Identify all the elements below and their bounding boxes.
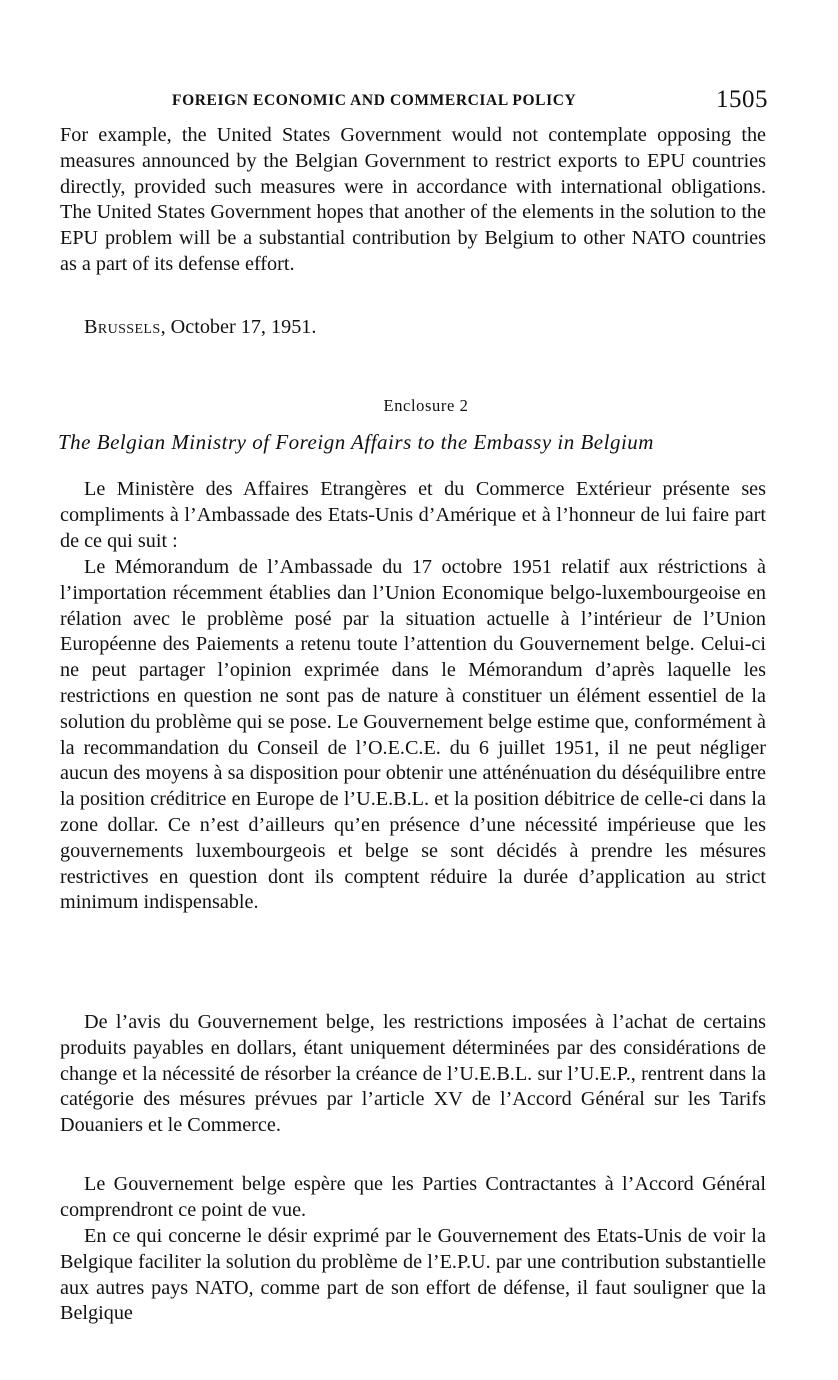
intro-paragraph: For example, the United States Government would not contemplate opposing the measures announced by the Belgian Government to restrict exports to EPU countries directly, provided such measures were in accordance with international obligations. The United States Government hopes that another of the elements in the solution to the EPU problem will be a substantial contribution by Belgium to other NATO countries as a part of its defense effort. <box>60 124 766 275</box>
running-head <box>60 86 768 118</box>
paragraph-4: Le Gouvernement belge espère que les Parties Contractantes à l’Accord Général comprendront ce point de vue. <box>60 1173 766 1221</box>
paragraph-2: Le Mémorandum de l’Ambassade du 17 octobre 1951 relatif aux réstrictions à l’importation récemment établies dan l’Union Economique belgo-luxembourgeoise en rélation avec le problème posé par la situation actuelle à l’intérieur de l’Union Européenne des Paiements a retenu toute l’attention du Gouvernement belge. Celui-ci ne peut partager l’opinion exprimée dans le Mémorandum d’après laquelle les restrictions en question ne sont pas de nature à constituer un élément essentiel de la solution du problème qui se pose. Le Gouvernement belge estime que, conformément à la recommandation du Conseil de l’O.E.C.E. du 6 juillet 1951, il ne peut négliger aucun des moyens à sa disposition pour obtenir une atténénuation du déséquilibre entre la position créditrice en Europe de l’U.E.B.L. et la position débitrice de celle-ci dans la zone dollar. Ce n’est d’ailleurs qu’en présence d’une nécessité impérieuse que les gouvernements luxembourgeois et belge se sont décidés à prendre les mésures restrictives en question dont ils comptent réduire la durée d’application au strict minimum indispensable. <box>60 556 766 914</box>
dateline-date: , October 17, 1951. <box>160 316 317 338</box>
paragraph-5: En ce qui concerne le désir exprimé par le Gouvernement des Etats-Unis de voir la Belgique faciliter la solution du problème de l’E.P.U. par une contribution substantielle aux autres pays NATO, comme part de son effort de défense, il faut souligner que la Belgique <box>60 1225 766 1325</box>
enclosure-heading: The Belgian Ministry of Foreign Affairs to the Embassy in Belgium <box>58 430 654 454</box>
enclosure-label <box>0 396 838 416</box>
running-head-title: FOREIGN ECONOMIC AND COMMERCIAL POLICY <box>172 92 577 109</box>
paragraph-1: Le Ministère des Affaires Etrangères et du Commerce Extérieur présente ses compliments à l’Ambassade des Etats-Unis d’Amérique et à l’honneur de lui faire part de ce qui suit : <box>60 478 766 552</box>
dateline <box>84 316 316 339</box>
dateline-place: Brussels <box>84 316 161 338</box>
page-number: 1505 <box>716 86 768 113</box>
enclosure-label-text: Enclosure 2 <box>383 396 469 415</box>
paragraph-3: De l’avis du Gouvernement belge, les restrictions imposées à l’achat de certains produits payables en dollars, étant uniquement déterminées par des considérations de change et la nécessité de résorber la créance de l’U.E.B.L. sur l’U.E.P., rentrent dans la catégorie des mésures prévues par l’article XV de l’Accord Général sur les Tarifs Douaniers et le Commerce. <box>60 1011 766 1137</box>
